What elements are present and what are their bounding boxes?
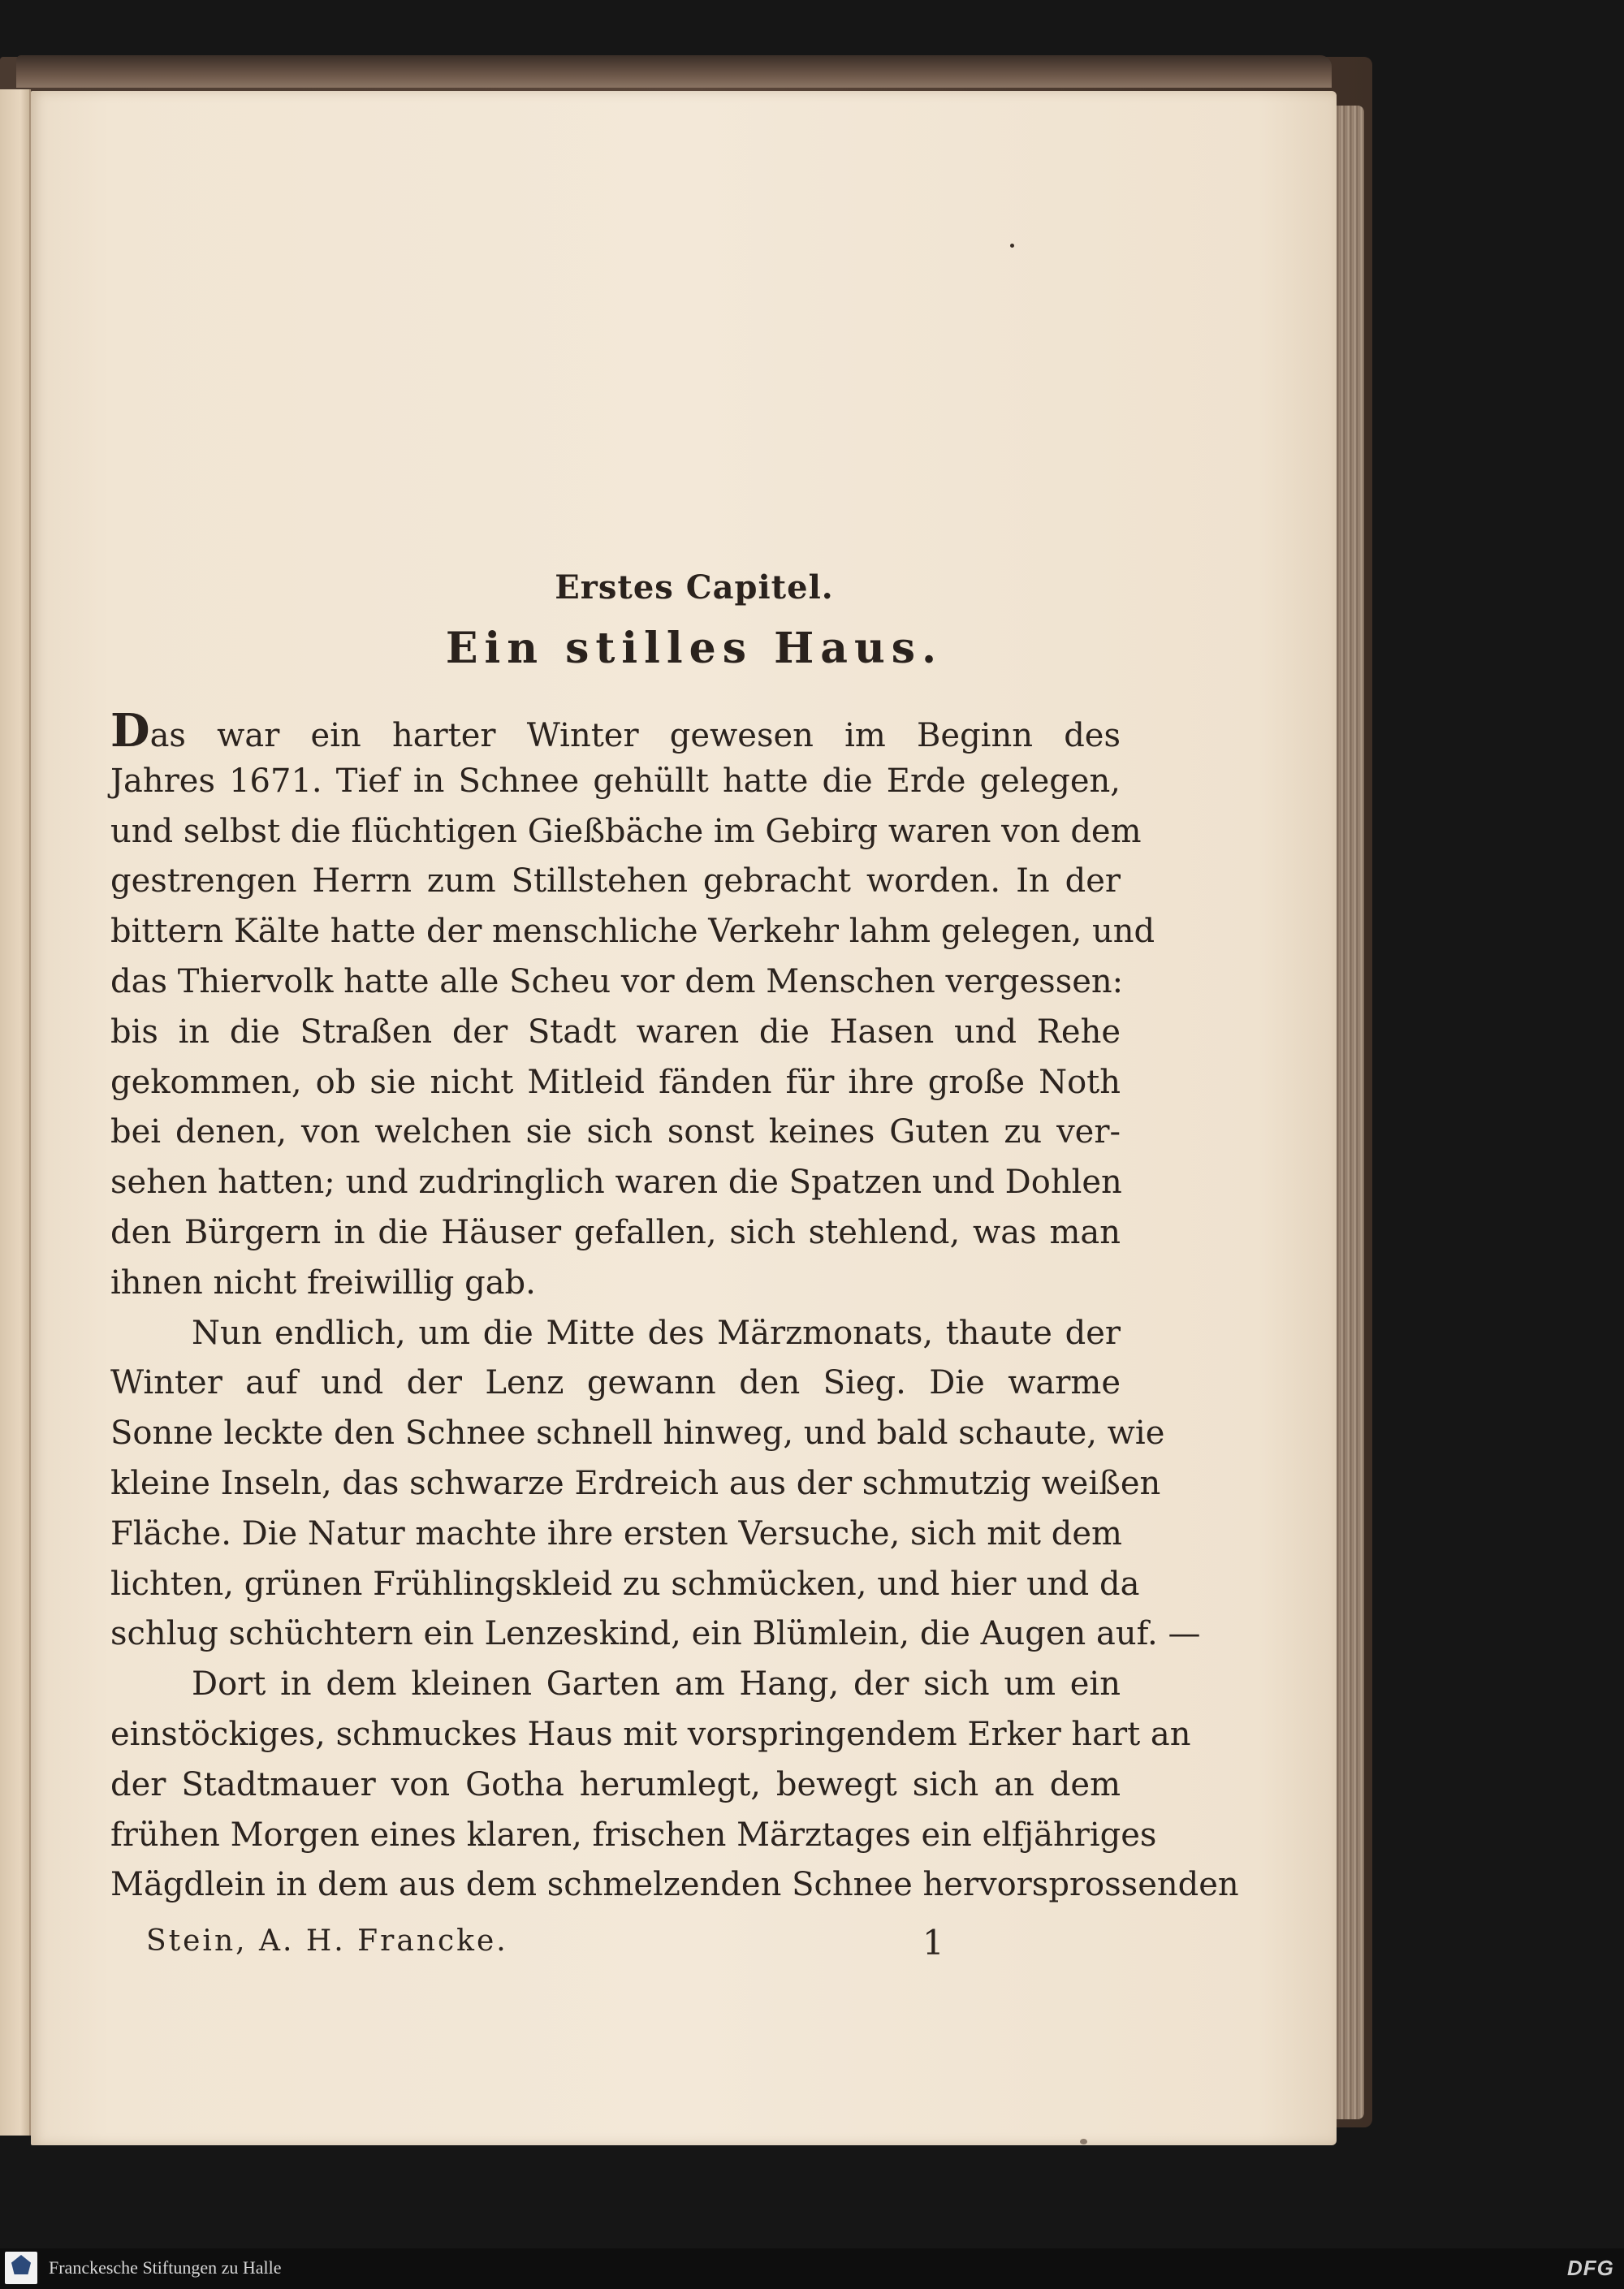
page-ink-dot — [1010, 244, 1014, 248]
text-line: kleine Inseln, das schwarze Erdreich aus der schmutzig weißen — [110, 1464, 1161, 1502]
text-line: der Stadtmauer von Gotha herumlegt, bewegt sich an dem — [110, 1765, 1121, 1803]
book-top-edge — [16, 55, 1332, 88]
body-text — [110, 704, 1239, 1911]
text-line-content: as war ein harter Winter gewesen im Beginn des — [149, 717, 1121, 754]
text-line: gestrengen Herrn zum Stillstehen gebracht worden. In der — [110, 862, 1121, 900]
dfg-logo: DFG — [1567, 2256, 1614, 2280]
text-line: den Bürgern in die Häuser gefallen, sich stehlend, was man — [110, 1213, 1121, 1251]
text-line: Sonne leckte den Schnee schnell hinweg, und bald schaute, wie — [110, 1414, 1165, 1453]
chapter-label: Erstes Capitel. — [555, 568, 834, 607]
text-line: einstöckiges, schmuckes Haus mit vorspringendem Erker hart an — [110, 1715, 1191, 1753]
text-line: Dort in dem kleinen Garten am Hang, der sich um ein — [192, 1665, 1121, 1704]
page-number: 1 — [922, 1923, 944, 1963]
chapter-title: Ein stilles Haus. — [445, 624, 944, 673]
initial-letter: D — [110, 704, 150, 758]
text-line: ihnen nicht freiwillig gab. — [110, 1263, 536, 1302]
text-line: schlug schüchtern ein Lenzeskind, ein Blümlein, die Augen auf. — — [110, 1615, 1201, 1653]
text-line: bis in die Straßen der Stadt waren die Hasen und Rehe — [110, 1013, 1121, 1051]
text-line: das Thiervolk hatte alle Scheu vor dem Menschen vergessen: — [110, 962, 1124, 1000]
text-line: Nun endlich, um die Mitte des Märzmonats, thaute der — [192, 1314, 1121, 1352]
text-line: lichten, grünen Frühlingskleid zu schmücken, und hier und da — [110, 1565, 1140, 1603]
institution-credit: Franckesche Stiftungen zu Halle — [49, 2257, 282, 2278]
text-line: frühen Morgen eines klaren, frischen Märztages ein elfjähriges — [110, 1816, 1157, 1854]
text-line: sehen hatten; und zudringlich waren die Spatzen und Dohlen — [110, 1164, 1122, 1202]
signature-mark: Stein, A. H. Francke. — [146, 1924, 508, 1958]
text-line: bittern Kälte hatte der menschliche Verkehr lahm gelegen, und — [110, 913, 1155, 951]
left-page-edge — [0, 89, 31, 2136]
page-speck — [1080, 2139, 1087, 2144]
text-line: gekommen, ob sie nicht Mitleid fänden für ihre große Noth — [110, 1063, 1121, 1101]
text-line: und selbst die flüchtigen Gießbäche im Gebirg waren von dem — [110, 812, 1142, 850]
text-line: Winter auf und der Lenz gewann den Sieg. Die warme — [110, 1364, 1121, 1402]
text-line: Jahres 1671. Tief in Schnee gehüllt hatte die Erde gelegen, — [110, 762, 1121, 800]
text-line: bei denen, von welchen sie sich sonst keines Guten zu ver- — [110, 1113, 1121, 1151]
text-line: Fläche. Die Natur machte ihre ersten Versuche, sich mit dem — [110, 1514, 1122, 1553]
text-line: Mägdlein in dem aus dem schmelzenden Schnee hervorsprossenden — [110, 1866, 1239, 1904]
text-line — [110, 706, 1121, 757]
